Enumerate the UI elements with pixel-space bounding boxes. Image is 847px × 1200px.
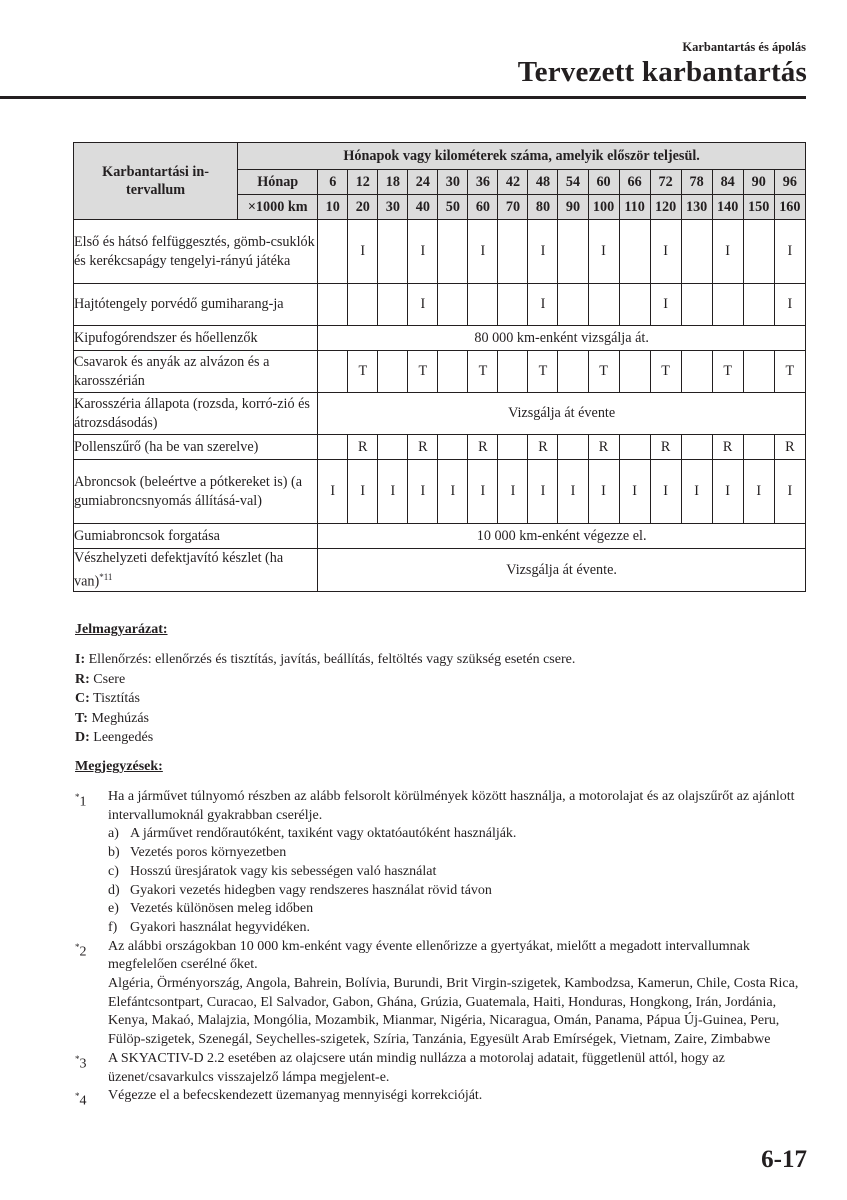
note-item <box>75 1050 810 1087</box>
note-subitem <box>108 825 810 844</box>
schedule-cell: I <box>348 460 378 524</box>
row-label <box>74 284 318 326</box>
schedule-cell: T <box>528 351 558 393</box>
month-header: 48 <box>528 170 558 195</box>
page-number: 6-17 <box>761 1146 807 1173</box>
row-label-text: Csavarok és anyák az alvázon és a karosszérián <box>74 354 270 389</box>
schedule-cell: T <box>774 351 805 393</box>
km-header: 50 <box>438 195 468 220</box>
schedule-cell <box>318 220 348 284</box>
note-sub-text: Gyakori használat hegyvidéken. <box>130 919 310 935</box>
schedule-cell: R <box>348 435 378 460</box>
legend-text: Ellenőrzés: ellenőrzés és tisztítás, javítás, beállítás, feltöltés vagy szükség esetén csere. <box>85 652 576 667</box>
schedule-cell: T <box>712 351 743 393</box>
month-header: 90 <box>743 170 774 195</box>
table-row <box>74 549 806 592</box>
interval-header: Karbantartási in-tervallum <box>74 143 238 220</box>
schedule-cell <box>619 435 650 460</box>
note-subitem <box>108 919 810 938</box>
note-sub-text: Hosszú üresjáratok vagy kis sebességen való használat <box>130 863 437 879</box>
notes-heading: Megjegyzések: <box>75 759 163 774</box>
note-number: 2 <box>79 944 87 960</box>
km-header: 20 <box>348 195 378 220</box>
note-marker <box>75 938 108 1050</box>
schedule-cell: I <box>619 460 650 524</box>
km-header: 130 <box>681 195 712 220</box>
schedule-cell <box>438 284 468 326</box>
table-row <box>74 220 806 284</box>
month-header: 30 <box>438 170 468 195</box>
legend-text: Meghúzás <box>87 710 150 726</box>
schedule-cell: I <box>650 220 681 284</box>
schedule-cell <box>498 220 528 284</box>
schedule-cell: T <box>650 351 681 393</box>
schedule-cell <box>558 351 588 393</box>
row-label-text: Hajtótengely porvédő gumiharang-ja <box>74 296 284 313</box>
schedule-cell <box>378 284 408 326</box>
legend-heading: Jelmagyarázat: <box>75 622 168 637</box>
schedule-cell: I <box>650 460 681 524</box>
schedule-cell: I <box>408 284 438 326</box>
note-sub-letter: a) <box>108 826 119 842</box>
table-row <box>74 524 806 549</box>
schedule-cell <box>558 220 588 284</box>
schedule-cell: R <box>528 435 558 460</box>
km-header: 80 <box>528 195 558 220</box>
row-span-text: Vizsgálja át évente <box>318 393 806 435</box>
month-header: 6 <box>318 170 348 195</box>
schedule-cell: I <box>408 460 438 524</box>
schedule-cell: T <box>468 351 498 393</box>
schedule-cell <box>498 435 528 460</box>
row-label <box>74 393 318 435</box>
schedule-cell <box>498 351 528 393</box>
schedule-cell <box>348 284 378 326</box>
legend-key: D: <box>75 730 90 745</box>
schedule-cell: I <box>712 220 743 284</box>
row-label-footnote: *11 <box>99 571 113 582</box>
schedule-cell <box>681 284 712 326</box>
schedule-cell: I <box>468 220 498 284</box>
schedule-cell: I <box>774 220 805 284</box>
table-row <box>74 284 806 326</box>
note-body <box>108 938 810 1050</box>
legend-item <box>75 728 575 748</box>
table-row <box>74 393 806 435</box>
legend-key: T: <box>75 710 88 726</box>
interval-span-header: Hónapok vagy kilométerek száma, amelyik először teljesül. <box>238 143 806 170</box>
schedule-cell <box>743 435 774 460</box>
note-item <box>75 938 810 1050</box>
note-sub-text: Vezetés különösen meleg időben <box>130 901 314 917</box>
schedule-cell: I <box>378 460 408 524</box>
schedule-cell: R <box>588 435 619 460</box>
row-label-text: Abroncsok (beleértve a pótkereket is) (a gumiabroncsnyomás állításá-val) <box>74 474 303 509</box>
km-header: 110 <box>619 195 650 220</box>
row-label-text: Vészhelyzeti defektjavító készlet (ha van) <box>74 550 284 590</box>
schedule-cell: I <box>438 460 468 524</box>
schedule-cell: I <box>774 284 805 326</box>
note-body <box>108 788 810 938</box>
row-span-text: Vizsgálja át évente. <box>318 549 806 592</box>
legend-item <box>75 670 575 690</box>
note-sub-letter: c) <box>108 863 119 879</box>
month-header: 18 <box>378 170 408 195</box>
month-header: 12 <box>348 170 378 195</box>
row-label-text: Pollenszűrő (ha be van szerelve) <box>74 438 259 455</box>
schedule-cell <box>378 435 408 460</box>
schedule-cell: R <box>712 435 743 460</box>
schedule-cell: I <box>743 460 774 524</box>
schedule-cell <box>468 284 498 326</box>
note-star: * <box>75 941 80 952</box>
legend-list <box>75 650 575 748</box>
km-header: 70 <box>498 195 528 220</box>
note-marker <box>75 1050 108 1087</box>
row-span-text: 80 000 km-enként vizsgálja át. <box>318 326 806 351</box>
table-row <box>74 326 806 351</box>
legend-text: Csere <box>89 671 126 687</box>
months-label: Hónap <box>238 170 318 195</box>
schedule-cell: I <box>528 460 558 524</box>
month-header: 78 <box>681 170 712 195</box>
month-header: 36 <box>468 170 498 195</box>
km-header: 90 <box>558 195 588 220</box>
km-header: 100 <box>588 195 619 220</box>
schedule-cell: I <box>528 284 558 326</box>
schedule-cell: I <box>468 460 498 524</box>
note-text: A SKYACTIV-D 2.2 esetében az olajcsere után mindig nullázza a motorolaj adatait, függetlenül attól, hogy az üzenet/csavarkulcs visszajelző lámpa megjelent-e. <box>108 1050 725 1085</box>
schedule-cell <box>743 351 774 393</box>
schedule-cell <box>588 284 619 326</box>
note-subitem <box>108 863 810 882</box>
schedule-cell <box>712 284 743 326</box>
table-row <box>74 435 806 460</box>
schedule-cell <box>681 351 712 393</box>
km-header: 60 <box>468 195 498 220</box>
month-header: 84 <box>712 170 743 195</box>
row-label-text: Gumiabroncsok forgatása <box>74 527 220 544</box>
schedule-cell: I <box>498 460 528 524</box>
legend-text: Leengedés <box>89 730 154 745</box>
schedule-cell <box>498 284 528 326</box>
month-header: 72 <box>650 170 681 195</box>
note-number: 4 <box>79 1093 87 1109</box>
schedule-cell <box>318 284 348 326</box>
note-text: Ha a járművet túlnyomó részben az alább felsorolt körülmények között használja, a motorolajat és az olajszűrőt az ajánlott intervallumoknál gyakrabban cserélje. <box>108 789 795 823</box>
km-header: 40 <box>408 195 438 220</box>
row-label <box>74 435 318 460</box>
note-marker <box>75 788 108 938</box>
schedule-cell: I <box>650 284 681 326</box>
note-subitem <box>108 844 810 863</box>
schedule-cell: T <box>408 351 438 393</box>
section-header: Karbantartás és ápolás <box>682 40 806 54</box>
km-header: 120 <box>650 195 681 220</box>
note-star: * <box>75 1091 80 1102</box>
schedule-cell <box>318 435 348 460</box>
note-subitem <box>108 882 810 901</box>
month-header: 54 <box>558 170 588 195</box>
schedule-cell <box>619 220 650 284</box>
schedule-cell: I <box>774 460 805 524</box>
legend-item <box>75 650 575 670</box>
schedule-cell <box>558 435 588 460</box>
table-row <box>74 351 806 393</box>
schedule-cell <box>378 220 408 284</box>
month-header: 60 <box>588 170 619 195</box>
table-row <box>74 460 806 524</box>
schedule-cell: R <box>774 435 805 460</box>
row-label <box>74 351 318 393</box>
title-rule <box>0 96 806 99</box>
note-sub-letter: d) <box>108 882 120 898</box>
legend-key: R: <box>75 671 90 687</box>
note-sub-text: Vezetés poros környezetben <box>130 845 287 861</box>
row-span-text: 10 000 km-enként végezze el. <box>318 524 806 549</box>
km-header: 30 <box>378 195 408 220</box>
notes-list <box>75 788 810 1112</box>
row-label <box>74 549 318 592</box>
note-number: 1 <box>79 794 87 810</box>
schedule-cell <box>619 284 650 326</box>
note-sub-letter: e) <box>108 901 119 917</box>
month-header: 66 <box>619 170 650 195</box>
schedule-cell: R <box>408 435 438 460</box>
schedule-cell: R <box>468 435 498 460</box>
note-star: * <box>75 1053 80 1064</box>
schedule-cell: I <box>318 460 348 524</box>
km-header: 160 <box>774 195 805 220</box>
row-label-text: Első és hátsó felfüggesztés, gömb-csuklók és kerékcsapágy tengelyi-rányú játéka <box>74 234 315 269</box>
legend-key: I: <box>75 652 86 667</box>
month-header: 96 <box>774 170 805 195</box>
schedule-cell <box>681 220 712 284</box>
schedule-cell: R <box>650 435 681 460</box>
row-label-text: Kipufogórendszer és hőellenzők <box>74 329 258 346</box>
schedule-cell: T <box>588 351 619 393</box>
page-title: Tervezett karbantartás <box>517 56 807 88</box>
note-sub-text: A járművet rendőrautóként, taxiként vagy oktatóautóként használják. <box>130 826 517 842</box>
month-header: 42 <box>498 170 528 195</box>
row-label <box>74 460 318 524</box>
km-header: 10 <box>318 195 348 220</box>
schedule-cell <box>558 284 588 326</box>
maintenance-schedule-table <box>73 142 806 592</box>
schedule-cell: I <box>712 460 743 524</box>
schedule-cell <box>681 435 712 460</box>
schedule-cell: I <box>588 460 619 524</box>
schedule-cell <box>378 351 408 393</box>
schedule-cell <box>743 284 774 326</box>
schedule-cell <box>619 351 650 393</box>
note-text: Az alábbi országokban 10 000 km-enként vagy évente ellenőrizze a gyertyákat, mielőtt a megadott intervallumnak megfelelően cserélné őket. <box>108 938 750 973</box>
note-sub-letter: b) <box>108 845 120 861</box>
km-header: 140 <box>712 195 743 220</box>
row-label-text: Karosszéria állapota (rozsda, korró-zió és átrozsdásodás) <box>74 396 310 431</box>
row-label <box>74 326 318 351</box>
note-body <box>108 1050 810 1087</box>
schedule-cell: I <box>528 220 558 284</box>
note-subitem <box>108 900 810 919</box>
schedule-cell <box>438 351 468 393</box>
month-header: 24 <box>408 170 438 195</box>
note-sub-letter: f) <box>108 919 118 935</box>
schedule-cell: T <box>348 351 378 393</box>
schedule-cell: I <box>681 460 712 524</box>
legend-key: C: <box>75 691 90 706</box>
note-star: * <box>75 792 80 802</box>
km-label: ×1000 km <box>238 195 318 220</box>
legend-item <box>75 709 575 729</box>
note-item <box>75 1087 810 1111</box>
note-item <box>75 788 810 938</box>
note-text: Végezze el a befecskendezett üzemanyag mennyiségi korrekcióját. <box>108 1088 483 1104</box>
legend-text: Tisztítás <box>89 691 140 706</box>
schedule-cell: I <box>558 460 588 524</box>
schedule-cell: I <box>588 220 619 284</box>
row-label <box>74 524 318 549</box>
schedule-cell <box>318 351 348 393</box>
note-number: 3 <box>79 1056 87 1072</box>
schedule-cell: I <box>408 220 438 284</box>
km-header: 150 <box>743 195 774 220</box>
note-country-list: Algéria, Örményország, Angola, Bahrein, Bolívia, Burundi, Brit Virgin-szigetek, Kambodzsa, Kamerun, Chile, Costa Rica, Elefántcsontpart, Curacao, El Salvador, Gabon, Ghána, Grúzia, Guatemala, Haiti, Honduras, Hongkong, Irán, Jordánia, Kenya, Makaó, Malajzia, Mongólia, Mozambik, Mianmar, Nigéria, Nicaragua, Omán, Panama, Pápua Új-Guinea, Peru, Fülöp-szigetek, Szenegál, Seychelles-szigetek, Szíria, Tanzánia, Egyesült Arab Emírségek, Vietnam, Zaire, Zimbabwe <box>108 976 799 1048</box>
schedule-cell <box>438 220 468 284</box>
row-label <box>74 220 318 284</box>
note-sub-text: Gyakori vezetés hidegben vagy rendszeres használat rövid távon <box>130 882 492 898</box>
note-marker <box>75 1087 108 1111</box>
schedule-cell <box>743 220 774 284</box>
legend-item <box>75 689 575 709</box>
schedule-cell: I <box>348 220 378 284</box>
note-body <box>108 1087 810 1111</box>
schedule-cell <box>438 435 468 460</box>
